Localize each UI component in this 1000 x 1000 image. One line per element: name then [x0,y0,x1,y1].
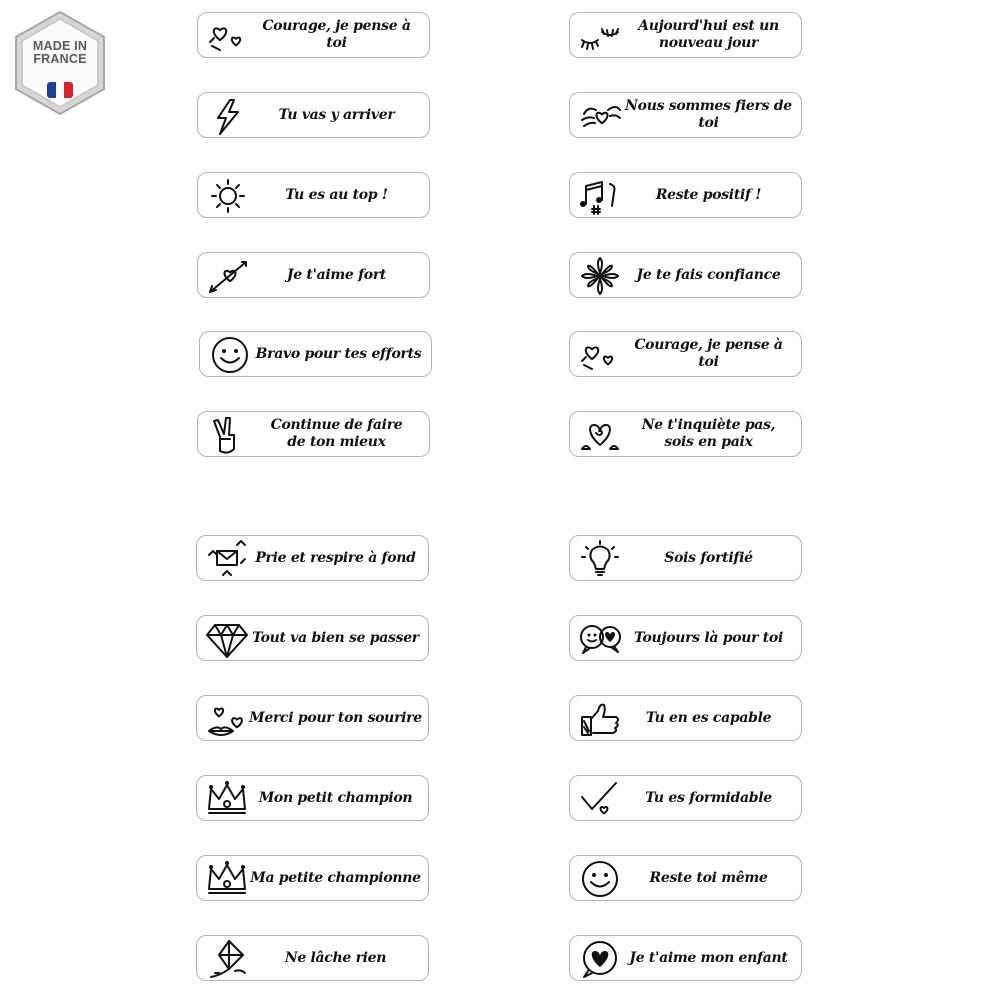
sticker-card [197,411,430,457]
speech-bubbles-icon [578,619,622,659]
sticker-card [569,855,802,901]
envelope-icon [205,539,249,579]
check-heart-icon [578,779,622,819]
sticker-card [196,615,429,661]
lightbulb-icon [578,539,622,579]
badge-text [12,40,108,66]
sticker-card [569,775,802,821]
sticker-label: Ma petite championne [250,869,421,886]
sticker-label: Ne lâche rien [284,949,387,966]
sticker-label: Je te fais confiance [636,266,781,283]
sticker-label: Ne t'inquiète pas, sois en paix [641,417,776,450]
flag-red [64,82,73,98]
sticker-card [569,411,802,457]
crown-icon [205,859,249,899]
badge-line2: FRANCE [33,52,87,66]
sticker-label: Courage, je pense à toi [262,18,411,51]
flag-white [56,82,65,98]
lips-hearts-icon [205,699,249,739]
made-in-france-badge [12,10,108,116]
sticker-card [569,535,802,581]
music-notes-icon [578,176,622,216]
sun-icon [206,176,250,216]
hearts-icon [206,16,250,56]
sticker-label: Toujours là pour toi [634,629,783,646]
sticker-label: Tu es au top ! [285,186,388,203]
heart-bubble-icon [578,939,622,979]
sticker-card [569,615,802,661]
sticker-label: Mon petit champion [258,789,413,806]
sticker-card [196,535,429,581]
winged-heart-icon [578,96,622,136]
sticker-label: Bravo pour tes efforts [255,345,422,362]
sticker-label: Reste positif ! [655,186,762,203]
eyelashes-icon [578,16,622,56]
sticker-label: Tout va bien se passer [252,629,419,646]
hearts-icon [578,335,622,375]
diamond-icon [205,619,249,659]
sticker-card [197,252,430,298]
peace-hand-icon [206,415,250,455]
kite-icon [205,939,249,979]
badge-line1: MADE IN [32,39,88,53]
sticker-label: Courage, je pense à toi [634,337,783,370]
sticker-card [196,935,429,981]
smiley-icon [208,335,252,375]
sticker-label: Sois fortifié [664,549,753,566]
thumbs-up-icon [578,699,622,739]
sticker-label: Je t'aime mon enfant [629,949,788,966]
sticker-label: Tu es formidable [645,789,772,806]
heart-arrow-icon [206,256,250,296]
sticker-label: Je t'aime fort [286,266,387,283]
sticker-label: Aujourd'hui est un nouveau jour [638,18,779,51]
sticker-label: Tu vas y arriver [278,106,395,123]
sticker-card [197,172,430,218]
flag-blue [47,82,56,98]
sticker-card [196,695,429,741]
sticker-card [569,252,802,298]
flower-icon [578,256,622,296]
sticker-card [569,172,802,218]
sticker-card [197,12,430,58]
sticker-label: Prie et respire à fond [255,549,416,566]
sticker-label: Merci pour ton sourire [249,709,422,726]
sticker-card [199,331,432,377]
swirl-heart-icon [578,415,622,455]
sticker-label: Nous sommes fiers de toi [625,98,792,131]
sticker-card [569,695,802,741]
smiley-icon [578,859,622,899]
sticker-card [196,775,429,821]
lightning-icon [206,96,250,136]
sticker-label: Tu en es capable [645,709,772,726]
sticker-card [196,855,429,901]
sticker-card [569,92,802,138]
sticker-card [197,92,430,138]
sticker-label: Continue de faire de ton mieux [270,417,403,450]
sticker-card [569,935,802,981]
sticker-label: Reste toi même [649,869,768,886]
sticker-card [569,331,802,377]
french-flag-icon [47,82,73,98]
crown-icon [205,779,249,819]
sticker-card [569,12,802,58]
